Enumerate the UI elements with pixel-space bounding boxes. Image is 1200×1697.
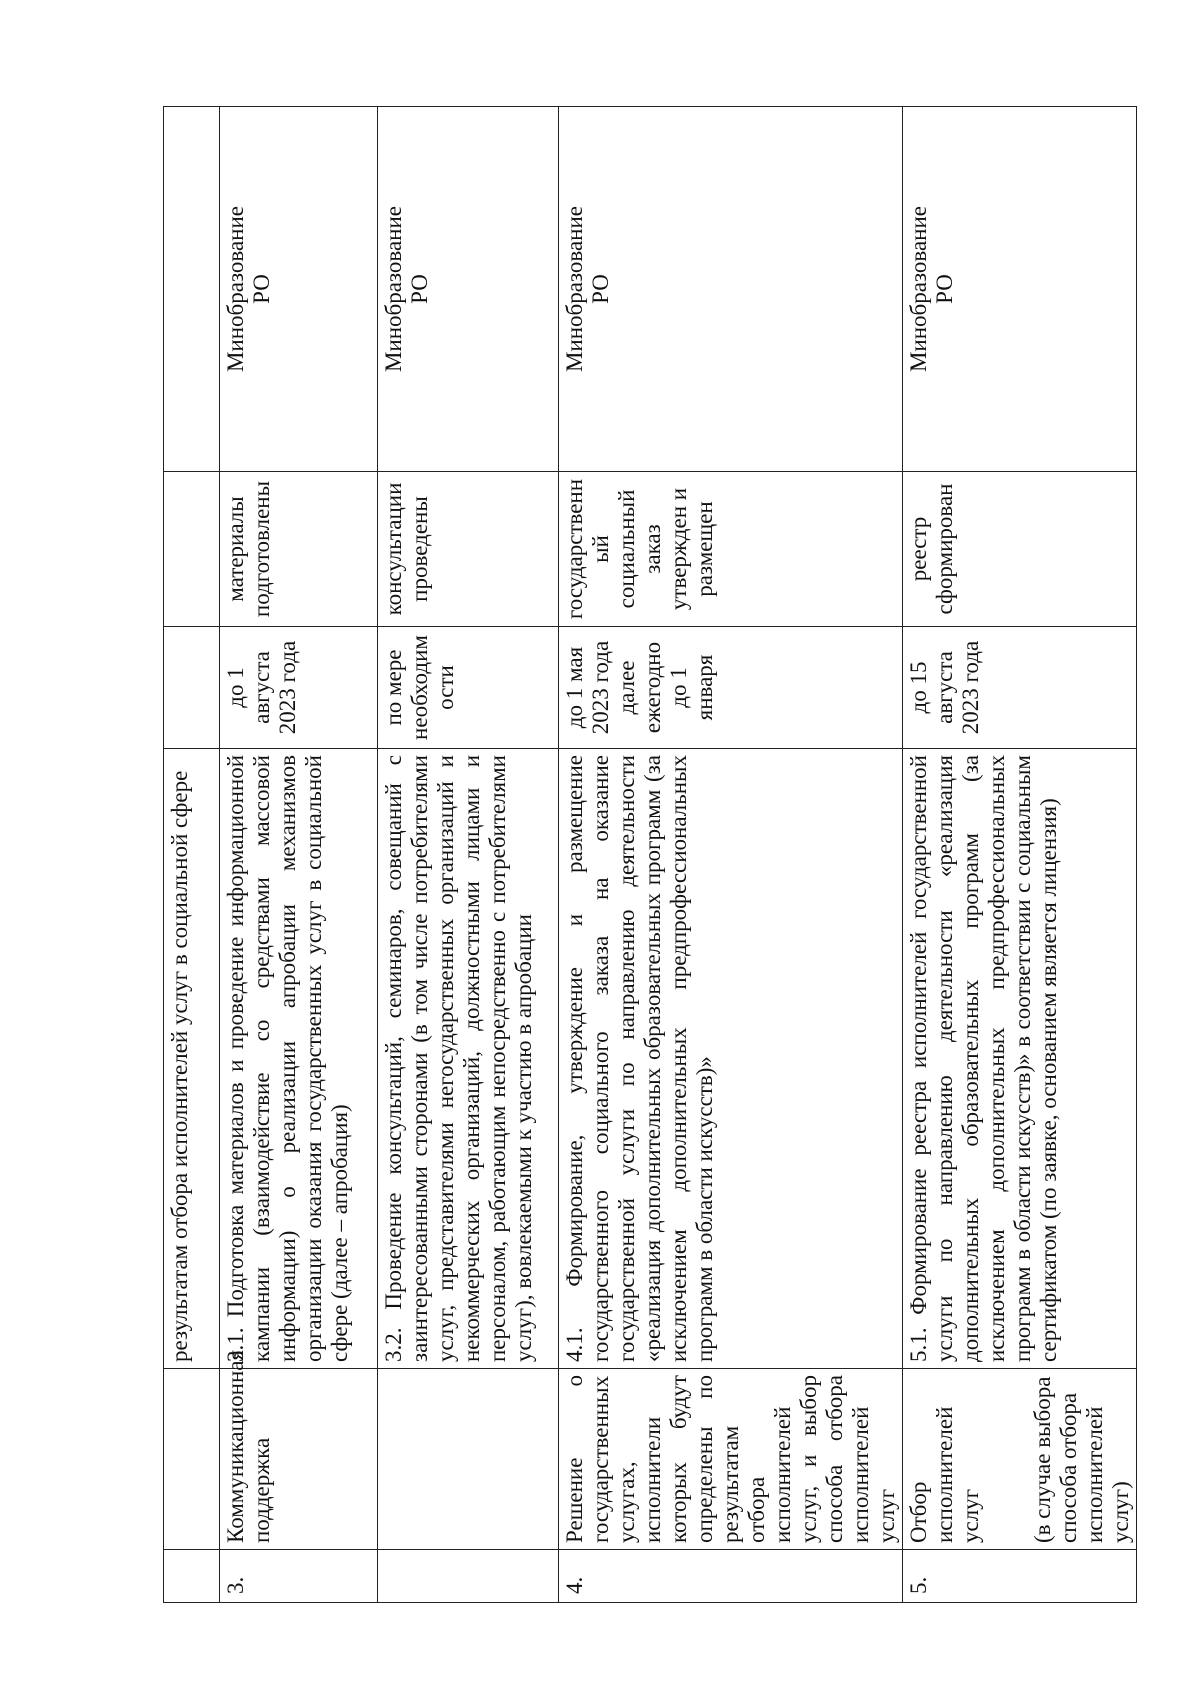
responsible-line: РО	[932, 274, 957, 304]
deadline-line: ежегодно	[640, 641, 665, 734]
table-row	[220, 107, 378, 1603]
responsible-line: Минобразование	[906, 205, 931, 373]
activity-cell: 3.1. Подготовка материалов и проведение информационной кампании (взаимодействие со средствами массовой информации) о реализации апробации механизмов организации оказания государственных услуг в социальной сфере (далее – апробация)	[220, 749, 378, 1369]
row-number: 3.	[220, 1550, 378, 1603]
responsible-line: Минобразование	[223, 205, 248, 373]
stage-note: (в случае выбора способа отбора исполнителей услуг)	[1030, 1376, 1133, 1543]
activity-cell: 3.2. Проведение консультаций, семинаров, совещаний с заинтересованными сторонами (в том числе потребителями услуг, представителями негосударственных организаций и некоммерческих организаций, должностными лицами и персоналом, работающим непосредственно с потребителями услуг), вовлекаемыми к участию в апробации	[378, 749, 559, 1369]
stage-cell	[378, 1369, 559, 1550]
result-line: материалы	[223, 496, 248, 602]
row-number	[378, 1550, 559, 1603]
deadline-line: до 1 мая	[562, 646, 587, 729]
deadline-line: до 1 января	[666, 654, 717, 721]
responsible-line: РО	[588, 274, 613, 304]
result-line: проведены	[407, 496, 432, 602]
deadline-cell	[903, 627, 1137, 749]
result-cell	[559, 472, 903, 627]
deadline-line: до 15	[906, 661, 931, 714]
result-line: реестр	[906, 516, 931, 582]
result-cell	[903, 472, 1137, 627]
deadline-line: необходим	[407, 635, 432, 740]
deadline-line: августа	[249, 651, 274, 724]
deadline-cell	[164, 627, 220, 749]
deadline-line: 2023 года	[588, 640, 613, 735]
row-number: 4.	[559, 1550, 903, 1603]
stage-text: Отбор исполнителей услуг	[906, 1406, 983, 1543]
responsible-line: РО	[407, 274, 432, 304]
deadline-line: далее	[614, 660, 639, 715]
plan-table	[163, 106, 1137, 1603]
activity-cell: результатам отбора исполнителей услуг в социальной сфере	[164, 749, 220, 1369]
responsible-cell	[164, 107, 220, 472]
activity-cell: 5.1. Формирование реестра исполнителей государственной услуги по направлению деятельности «реализация дополнительных образовательных программ (за исключением дополнительных предпрофессиональных программ в области искусств)» в соответствии с социальным сертификатом (по заявке, основанием является лицензия)	[903, 749, 1137, 1369]
deadline-line: 2023 года	[275, 640, 300, 735]
activity-cell: 4.1. Формирование, утверждение и размещение государственного социального заказа на оказание государственной услуги по направлению деятельности «реализация дополнительных образовательных программ (за исключением дополнительных предпрофессиональных программ в области искусств)»	[559, 749, 903, 1369]
table-row	[378, 107, 559, 1603]
deadline-line: до 1	[223, 667, 248, 708]
result-cell	[164, 472, 220, 627]
deadline-line: ости	[433, 665, 458, 710]
stage-cell	[903, 1369, 1137, 1550]
responsible-cell	[378, 107, 559, 472]
result-cell	[220, 472, 378, 627]
row-number: 5.	[903, 1550, 1137, 1603]
rotated-table-container	[163, 107, 1133, 1603]
result-line: размещен	[692, 501, 717, 597]
deadline-line: августа	[932, 651, 957, 724]
result-line: ый социальный	[588, 489, 639, 609]
result-line: консультации	[381, 482, 406, 616]
responsible-cell	[559, 107, 903, 472]
result-line: подготовлены	[249, 480, 274, 618]
stage-spacer	[984, 1375, 1030, 1543]
responsible-line: Минобразование	[562, 205, 587, 373]
result-line: сформирован	[932, 483, 957, 615]
table-row-continuation	[164, 107, 220, 1603]
deadline-cell	[559, 627, 903, 749]
responsible-line: Минобразование	[381, 205, 406, 373]
stage-text: Решение о государственных услугах, исполнители которых будут определены по результатам отбора исполнителей услуг, и выбор способа отбора исполнителей услуг	[562, 1375, 899, 1543]
stage-text: Коммуникационная поддержка	[223, 1349, 274, 1543]
stage-cell	[559, 1369, 903, 1550]
deadline-cell	[378, 627, 559, 749]
result-cell	[378, 472, 559, 627]
result-line: государственн	[562, 478, 587, 620]
deadline-line: 2023 года	[958, 640, 983, 735]
table-row	[903, 107, 1137, 1603]
stage-cell	[220, 1349, 378, 1550]
stage-cell	[164, 1369, 220, 1550]
responsible-cell	[903, 107, 1137, 472]
deadline-line: по мере	[381, 649, 406, 726]
row-number	[164, 1550, 220, 1603]
responsible-cell	[220, 107, 378, 472]
result-line: заказ	[640, 524, 665, 574]
deadline-cell	[220, 627, 378, 749]
responsible-line: РО	[249, 274, 274, 304]
result-line: утвержден и	[666, 487, 691, 611]
table-row	[559, 107, 903, 1603]
